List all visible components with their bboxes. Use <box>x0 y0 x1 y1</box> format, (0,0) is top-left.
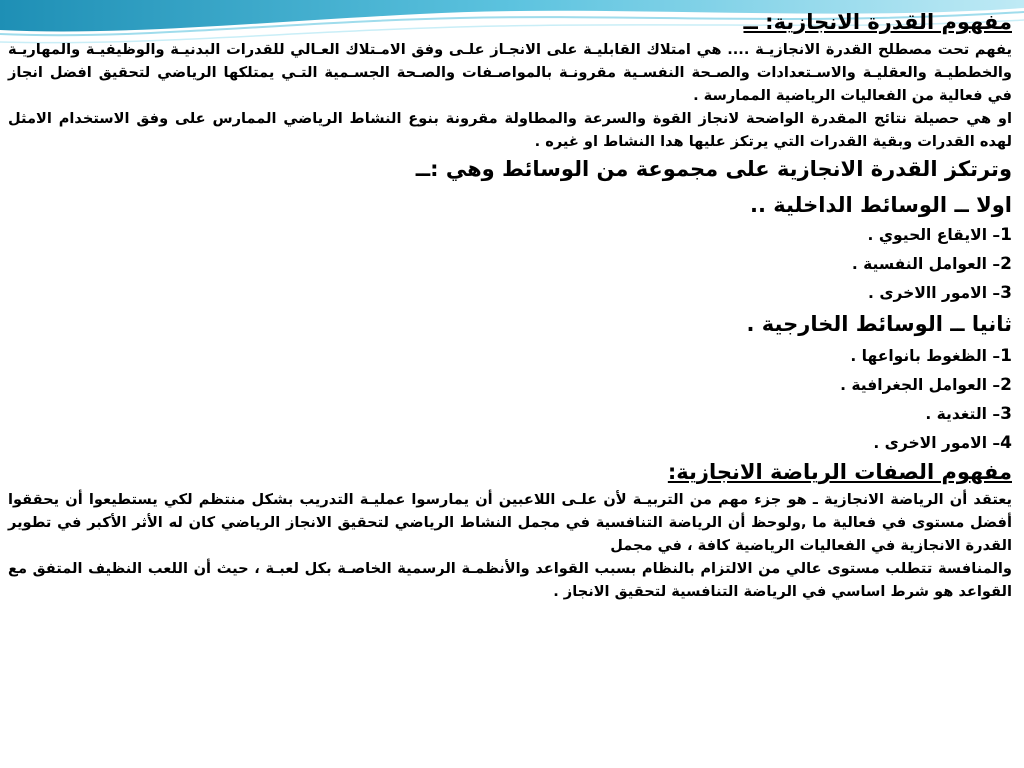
heading-internal-means: اولا ــ الوسائط الداخلية .. <box>749 193 1012 217</box>
title-achievement-sports-traits: مفهوم الصفات الرياضة الانجازية: <box>667 460 1012 484</box>
internal-means-list <box>8 221 1012 308</box>
heading-external-means: ثانيا ــ الوسائط الخارجية . <box>746 312 1012 336</box>
external-means-list <box>8 342 1012 458</box>
list-item: 1– الظغوط بانواعها . <box>850 346 1012 366</box>
heading-means: وترتكز القدرة الانجازية على مجموعة من الوسائط وهي :ــ <box>415 157 1012 181</box>
list-item: 3– التغدية . <box>925 404 1012 424</box>
list-item: 1– الايقاع الحيوي . <box>867 225 1012 245</box>
list-item: 2– العوامل النفسية . <box>851 254 1012 274</box>
paragraph-definition-2: او هي حصيلة نتائج المقدرة الواضحة لانجاز القوة والسرعة والمطاولة مقرونة بنوع النشاط الرياضي الممارس على وفق الاستخدام الامثل لهده القدرات وبقية القدرات التي يرتكز عليها هدا النشاط او غيره . <box>8 110 1012 150</box>
paragraph-traits-2: والمنافسة تتطلب مستوى عالي من الالتزام بالنظام بسبب القواعد والأنظمـة الرسمية الخاصـة بكل لعبـة ، حيث أن اللعب النظيف المتفق مع القواعد هو شرط اساسي في الرياضة التنافسية لتحقيق الانجاز . <box>8 560 1012 600</box>
paragraph-traits-1: يعتقد أن الرياضة الانجازية ـ هو جزء مهم من التربيـة لأن علـى اللاعبين أن يمارسوا عمليـة التدريب بشكل منتظم لكي يستطيعوا أن يحققوا أفضل مستوى في فعالية ما ,ولوحظ أن الرياضة التنافسية في مجمل النشاط الرياضي لتحقيق الانجاز الرياضي كان له الأثر الأكبر في تطوير القدرة الانجازية في الفعاليات الرياضية كافة ، في مجمل <box>8 491 1012 554</box>
title-achievement-capacity: مفهوم القدرة الانجازية: ــ <box>743 10 1012 34</box>
paragraph-definition-1: يفهم تحت مصطلح القدرة الانجازيـة .... هي امتلاك القابليـة على الانجـاز علـى وفق الامـتلاك العـالي للقدرات البدنيـة والوظيفيـة والمهاريـة والخططيـة والعقليـة والاسـتعدادات والصـحة النفسـية مقرونـة بالمواصـفات والصـحة الجسـمية التـي يمتلكها الرياضي لتحقيق افضل انجاز في فعالية من الفعاليات الرياضية الممارسة . <box>8 41 1012 104</box>
list-item: 4– الامور الاخرى . <box>873 433 1012 453</box>
list-item: 3– الامور االاخرى . <box>868 283 1012 303</box>
list-item: 2– العوامل الجغرافية . <box>840 375 1012 395</box>
slide-content <box>8 8 1012 603</box>
